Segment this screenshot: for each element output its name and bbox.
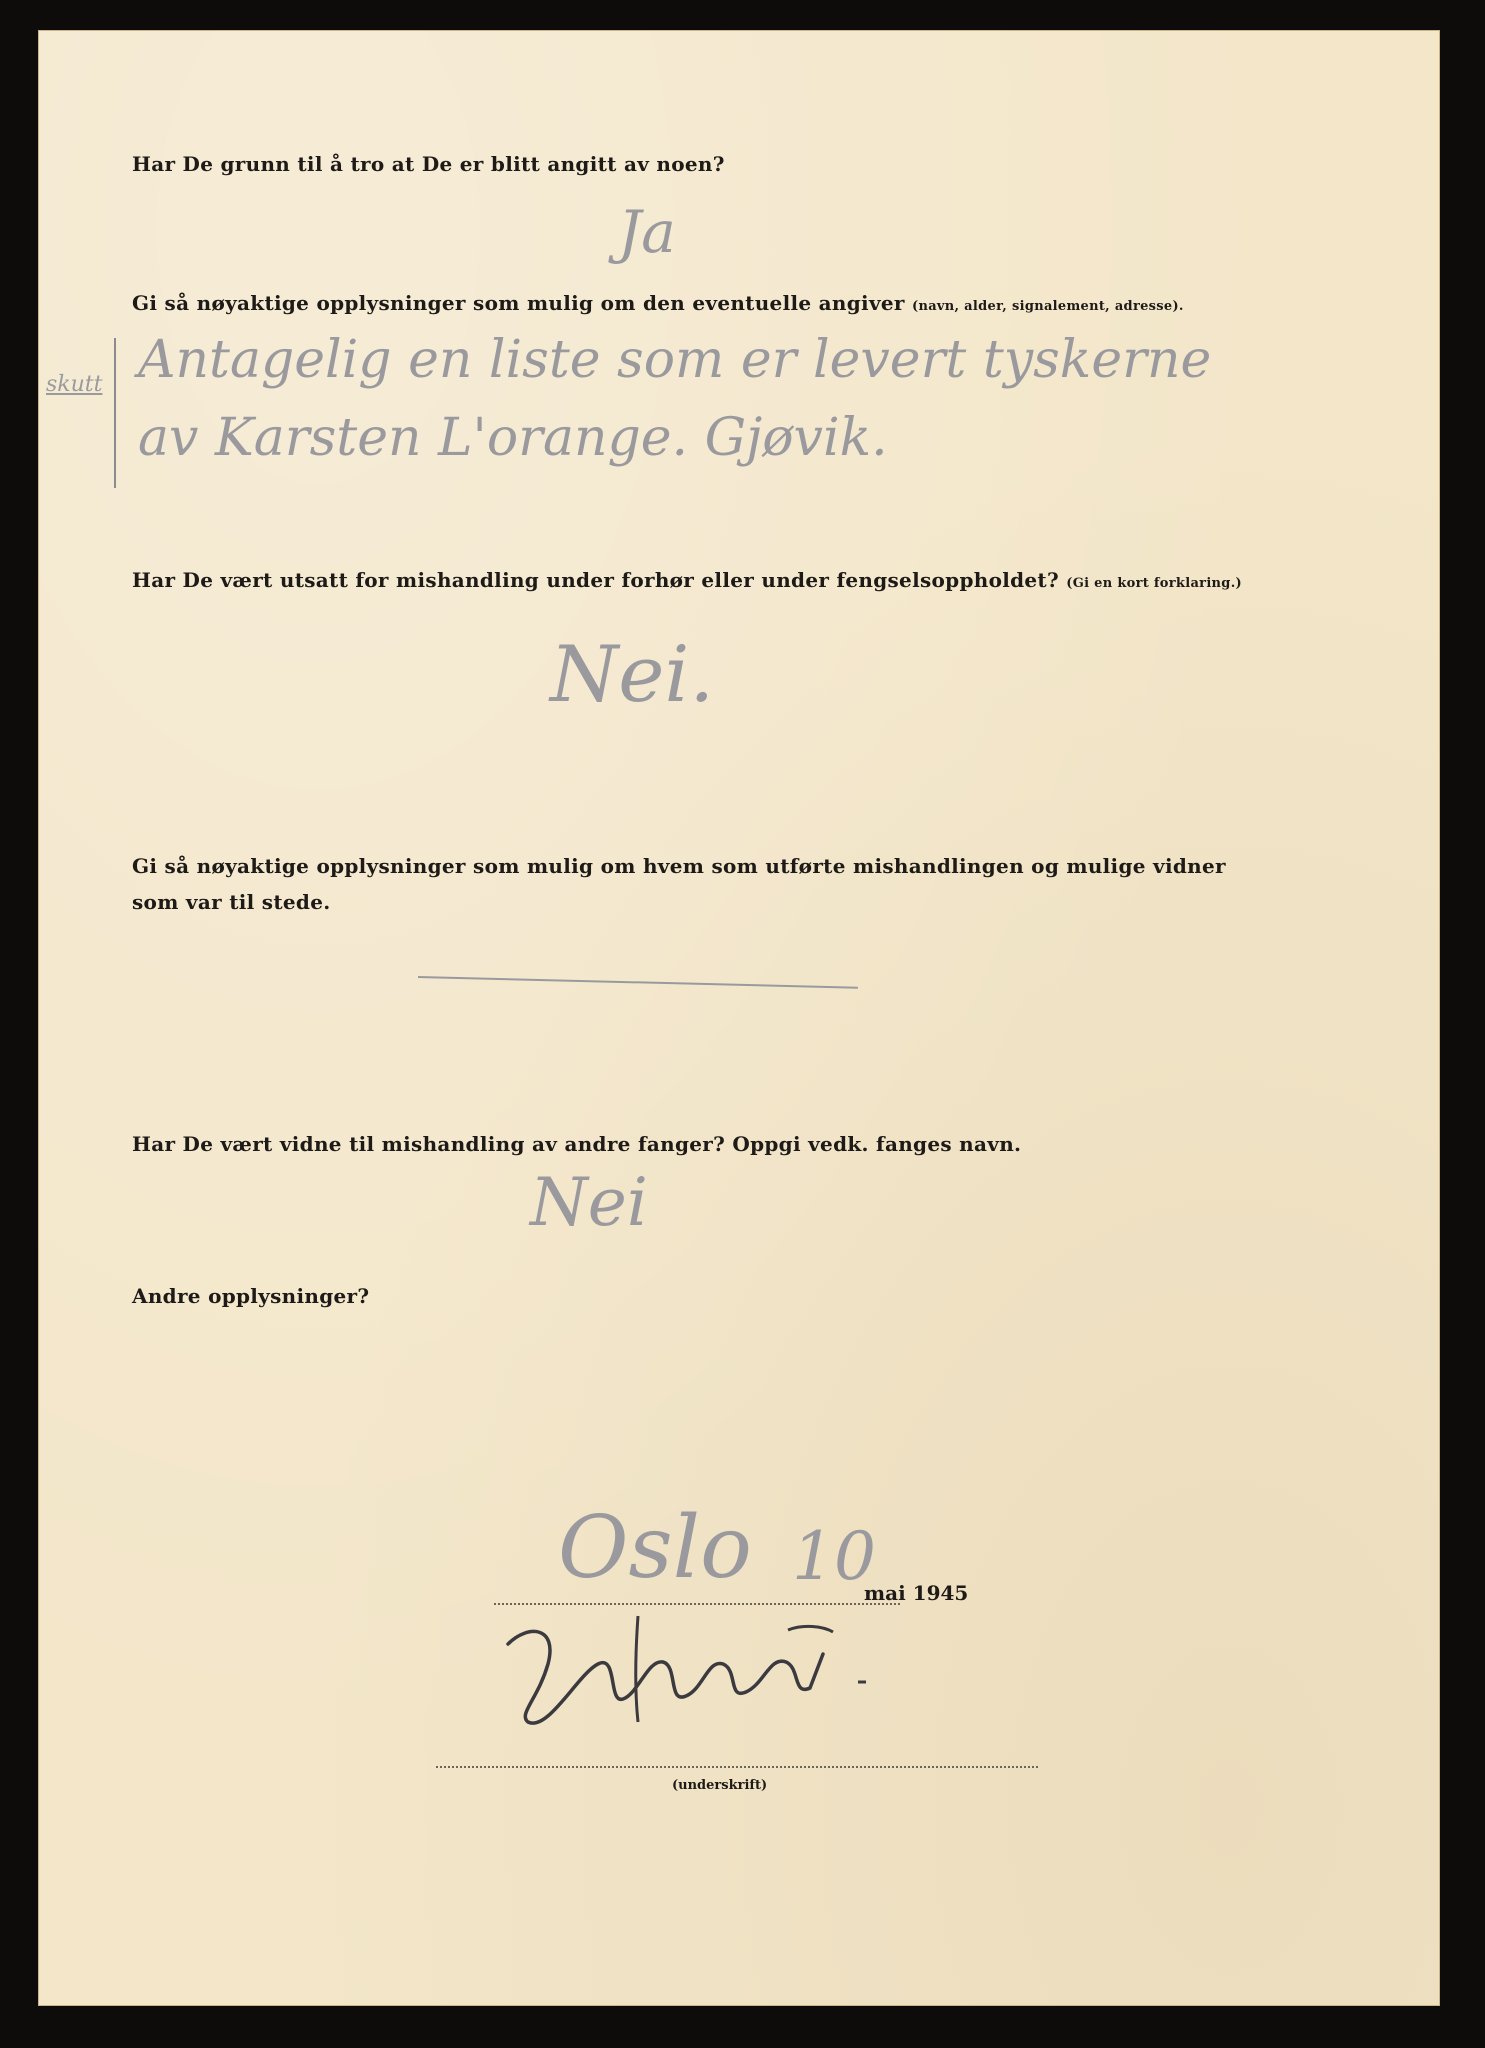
answer-2-line2-handwritten: av Karsten L'orange. Gjøvik.	[138, 408, 888, 468]
margin-note-handwritten: skutt	[46, 372, 103, 397]
question-6: Andre opplysninger?	[132, 1284, 370, 1308]
answer-4-dash-stroke	[418, 976, 858, 989]
form-page	[38, 30, 1440, 2006]
question-2-text: Gi så nøyaktige opplysninger som mulig om den eventuelle angiver	[132, 291, 905, 315]
signature-caption: (underskrift)	[672, 1778, 768, 1793]
question-4-line2: som var til stede.	[132, 890, 331, 914]
question-3	[132, 562, 1242, 602]
question-3-note: (Gi en kort forklaring.)	[1066, 576, 1242, 591]
answer-2-line1-handwritten: Antagelig en liste som er levert tyskerne	[138, 330, 1212, 390]
day-handwritten: 10	[792, 1518, 876, 1595]
place-handwritten: Oslo	[558, 1498, 752, 1598]
answer-1-handwritten: Ja	[618, 198, 676, 266]
margin-bracket	[114, 338, 116, 488]
answer-3-handwritten: Nei.	[550, 630, 715, 720]
signature-dotted-line	[436, 1766, 1038, 1768]
signature-scribble	[488, 1604, 908, 1754]
question-5: Har De vært vidne til mishandling av andre fanger? Oppgi vedk. fanges navn.	[132, 1132, 1022, 1156]
date-printed: mai 1945	[864, 1581, 969, 1605]
question-2-note: (navn, alder, signalement, adresse).	[912, 299, 1184, 314]
answer-5-handwritten: Nei	[530, 1164, 648, 1241]
question-1: Har De grunn til å tro at De er blitt angitt av noen?	[132, 152, 725, 176]
question-4-line1: Gi så nøyaktige opplysninger som mulig om hvem som utførte mishandlingen og mulige vidner	[132, 854, 1226, 878]
question-3-text: Har De vært utsatt for mishandling under forhør eller under fengselsoppholdet?	[132, 568, 1059, 592]
question-2	[132, 285, 1184, 325]
